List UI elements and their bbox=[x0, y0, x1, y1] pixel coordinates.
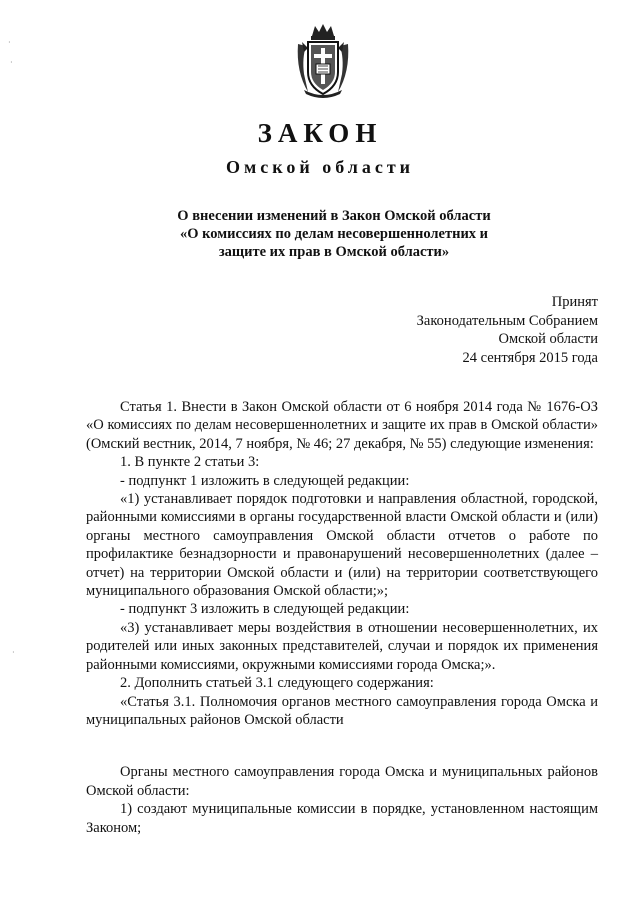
adoption-line: Принят bbox=[551, 294, 598, 310]
paragraph: - подпункт 3 изложить в следующей редакции: bbox=[120, 601, 410, 618]
paragraph: «Статья 3.1. Полномочия органов местного самоуправления города Омска и муниципальных районов Омской области bbox=[86, 693, 598, 728]
paragraph: 1) создают муниципальные комиссии в порядке, установленном настоящим Законом; bbox=[86, 801, 598, 836]
adoption-line: Омской области bbox=[498, 331, 598, 347]
paragraph: «1) устанавливает порядок подготовки и направления областной, городской, районными комиссиями в органы государственной власти Омской области и (или) органы местного самоуправления Омской области отчетов о работе по профилактике безнадзорности и правонарушений несовершеннолетних (далее – отчет) на территории Омской области и (или) на территории соответствующего муниципального образования Омской области;»; bbox=[86, 491, 598, 600]
adoption-block bbox=[417, 293, 598, 367]
scan-speck: · bbox=[10, 58, 13, 67]
law-heading-line: О внесении изменений в Закон Омской области bbox=[177, 208, 491, 224]
scan-speck: · bbox=[8, 38, 11, 47]
paragraph: 1. В пункте 2 статьи 3: bbox=[120, 454, 260, 471]
paragraph: Статья 1. Внести в Закон Омской области от 6 ноября 2014 года № 1676-ОЗ «О комиссиях по делам несовершеннолетних и защите их прав в Омской области» (Омский вестник, 2014, 7 ноября, № 46; 27 декабря, № 55) следующие изменения: bbox=[86, 399, 598, 452]
document-body bbox=[86, 398, 598, 837]
paragraph: «3) устанавливает меры воздействия в отношении несовершеннолетних, их родителей или иных законных представителей, случаи и порядок их применения районными комиссиями, окружными комиссиями города Омска;». bbox=[86, 619, 598, 673]
document-title: ЗАКОН bbox=[257, 118, 383, 148]
adoption-date: 24 сентября 2015 года bbox=[462, 349, 598, 366]
scan-speck: · bbox=[12, 648, 15, 657]
paragraph: Органы местного самоуправления города Омска и муниципальных районов Омской области: bbox=[86, 764, 598, 799]
paragraph: - подпункт 1 изложить в следующей редакции: bbox=[120, 472, 410, 489]
document-subtitle: Омской области bbox=[225, 157, 415, 177]
spacer bbox=[86, 729, 598, 763]
law-heading bbox=[0, 207, 640, 261]
adoption-line: Законодательным Собранием bbox=[416, 312, 598, 329]
law-heading-line: «О комиссиях по делам несовершеннолетних и bbox=[179, 226, 489, 242]
coat-of-arms-icon bbox=[294, 22, 352, 98]
law-heading-line: защите их прав в Омской области» bbox=[218, 244, 450, 260]
paragraph: 2. Дополнить статьей 3.1 следующего содержания: bbox=[120, 675, 434, 692]
